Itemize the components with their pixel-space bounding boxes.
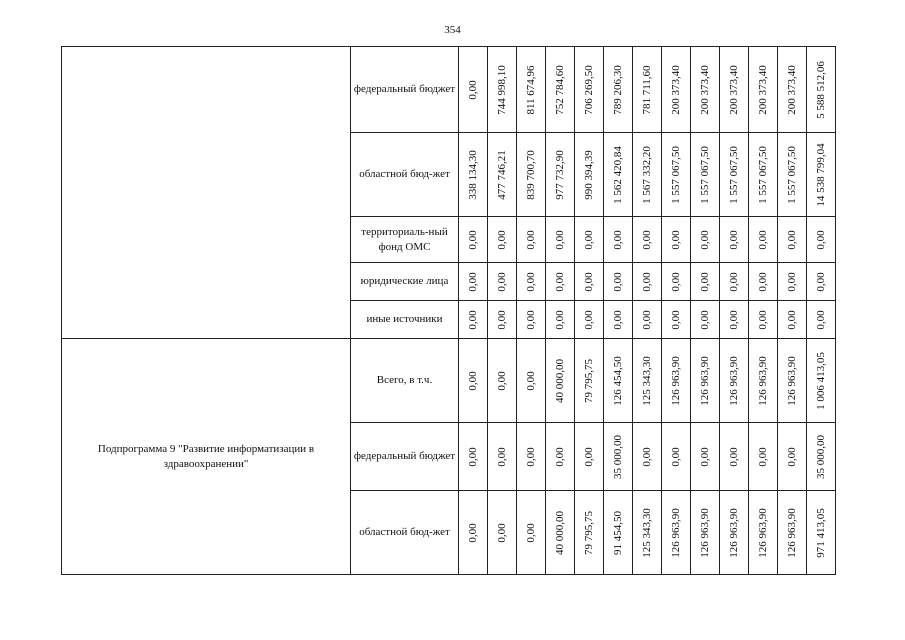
value-cell: [546, 263, 575, 301]
value-text: 781 711,60: [641, 64, 653, 115]
value-text: 0,00: [728, 229, 740, 250]
value-cell: [604, 217, 633, 263]
value-cell: [488, 217, 517, 263]
value-cell: [691, 263, 720, 301]
value-text: 0,00: [467, 446, 479, 467]
value-cell: [807, 47, 836, 133]
value-cell: [604, 301, 633, 339]
value-text: 1 567 332,20: [641, 145, 653, 204]
value-cell: [807, 217, 836, 263]
value-cell: [749, 133, 778, 217]
value-text: 126 963,90: [670, 355, 682, 406]
value-text: 35 000,00: [612, 434, 624, 479]
value-text: 1 557 067,50: [786, 145, 798, 204]
value-text: 0,00: [641, 229, 653, 250]
value-text: 0,00: [815, 229, 827, 250]
value-text: 0,00: [583, 271, 595, 292]
value-text: 126 963,90: [757, 507, 769, 558]
value-cell: [720, 217, 749, 263]
value-text: 79 795,75: [583, 358, 595, 403]
value-text: 126 963,90: [786, 355, 798, 406]
value-text: 752 784,60: [554, 64, 566, 115]
value-text: 0,00: [496, 271, 508, 292]
value-cell: [749, 423, 778, 491]
value-cell: [778, 339, 807, 423]
value-text: 0,00: [641, 446, 653, 467]
value-text: 14 538 799,04: [815, 142, 827, 207]
value-cell: [459, 339, 488, 423]
value-text: 126 963,90: [728, 507, 740, 558]
value-text: 0,00: [612, 271, 624, 292]
value-cell: [488, 339, 517, 423]
value-cell: [459, 47, 488, 133]
value-cell: [691, 423, 720, 491]
value-cell: [778, 217, 807, 263]
funding-source-cell: территориаль-ный фонд ОМС: [351, 217, 459, 263]
value-text: 0,00: [496, 229, 508, 250]
value-cell: [575, 263, 604, 301]
value-cell: [633, 491, 662, 575]
value-text: 0,00: [467, 522, 479, 543]
budget-table: [61, 46, 836, 575]
value-text: 0,00: [815, 271, 827, 292]
value-text: 126 963,90: [670, 507, 682, 558]
program-name-cell: [62, 47, 351, 339]
value-cell: [662, 301, 691, 339]
value-text: 0,00: [554, 229, 566, 250]
value-cell: [517, 263, 546, 301]
value-cell: [778, 301, 807, 339]
value-cell: [517, 491, 546, 575]
value-text: 990 394,39: [583, 149, 595, 200]
value-cell: [517, 133, 546, 217]
value-text: 0,00: [525, 370, 537, 391]
value-text: 0,00: [467, 370, 479, 391]
value-text: 0,00: [670, 309, 682, 330]
value-cell: [604, 133, 633, 217]
value-cell: [546, 217, 575, 263]
value-cell: [778, 263, 807, 301]
value-text: 0,00: [786, 446, 798, 467]
value-text: 0,00: [612, 229, 624, 250]
value-text: 1 557 067,50: [670, 145, 682, 204]
page-number: 354: [444, 24, 461, 36]
value-text: 0,00: [467, 79, 479, 100]
funding-source-cell: федеральный бюджет: [351, 47, 459, 133]
value-cell: [720, 133, 749, 217]
value-text: 40 000,00: [554, 510, 566, 555]
value-cell: [546, 423, 575, 491]
value-cell: [517, 217, 546, 263]
value-cell: [546, 133, 575, 217]
value-text: 0,00: [699, 446, 711, 467]
value-cell: [488, 301, 517, 339]
funding-source-cell: иные источники: [351, 301, 459, 339]
value-text: 200 373,40: [670, 64, 682, 115]
value-cell: [459, 263, 488, 301]
value-cell: [575, 491, 604, 575]
funding-source-cell: Всего, в т.ч.: [351, 339, 459, 423]
value-text: 200 373,40: [786, 64, 798, 115]
value-text: 126 963,90: [786, 507, 798, 558]
value-text: 0,00: [757, 271, 769, 292]
table-row: [62, 47, 836, 133]
value-text: 1 557 067,50: [728, 145, 740, 204]
value-text: 126 963,90: [699, 355, 711, 406]
value-cell: [459, 133, 488, 217]
value-cell: [633, 423, 662, 491]
value-text: 79 795,75: [583, 510, 595, 555]
value-text: 0,00: [728, 309, 740, 330]
value-text: 0,00: [554, 309, 566, 330]
value-text: 477 746,21: [496, 149, 508, 200]
value-text: 0,00: [699, 271, 711, 292]
value-text: 0,00: [554, 446, 566, 467]
value-cell: [749, 217, 778, 263]
value-cell: [720, 47, 749, 133]
value-text: 126 963,90: [728, 355, 740, 406]
value-cell: [575, 339, 604, 423]
value-text: 1 006 413,05: [815, 351, 827, 410]
value-text: 126 963,90: [757, 355, 769, 406]
value-text: 0,00: [699, 229, 711, 250]
value-text: 125 343,30: [641, 355, 653, 406]
value-cell: [459, 217, 488, 263]
value-cell: [575, 423, 604, 491]
value-cell: [807, 423, 836, 491]
value-text: 0,00: [496, 522, 508, 543]
value-text: 35 000,00: [815, 434, 827, 479]
value-cell: [749, 47, 778, 133]
value-cell: [749, 301, 778, 339]
value-cell: [662, 491, 691, 575]
value-cell: [691, 491, 720, 575]
value-text: 0,00: [467, 229, 479, 250]
value-cell: [633, 339, 662, 423]
value-cell: [691, 217, 720, 263]
value-text: 0,00: [757, 446, 769, 467]
value-text: 0,00: [641, 309, 653, 330]
value-text: 1 562 420,84: [612, 145, 624, 204]
value-cell: [575, 133, 604, 217]
value-cell: [662, 133, 691, 217]
value-text: 0,00: [786, 271, 798, 292]
value-cell: [662, 263, 691, 301]
value-text: 977 732,90: [554, 149, 566, 200]
value-text: 126 963,90: [699, 507, 711, 558]
value-cell: [633, 47, 662, 133]
value-text: 0,00: [786, 309, 798, 330]
value-text: 200 373,40: [728, 64, 740, 115]
value-cell: [662, 423, 691, 491]
value-text: 0,00: [699, 309, 711, 330]
value-text: 971 413,05: [815, 507, 827, 558]
value-cell: [459, 491, 488, 575]
value-text: 0,00: [757, 229, 769, 250]
value-cell: [720, 301, 749, 339]
value-cell: [778, 133, 807, 217]
value-text: 811 674,96: [525, 64, 537, 115]
value-text: 200 373,40: [699, 64, 711, 115]
value-cell: [488, 491, 517, 575]
value-text: 0,00: [757, 309, 769, 330]
value-cell: [691, 339, 720, 423]
value-text: 0,00: [612, 309, 624, 330]
value-cell: [749, 491, 778, 575]
value-cell: [633, 301, 662, 339]
value-cell: [546, 301, 575, 339]
value-cell: [517, 47, 546, 133]
value-cell: [546, 47, 575, 133]
value-text: 0,00: [728, 446, 740, 467]
value-text: 338 134,30: [467, 149, 479, 200]
value-text: 126 454,50: [612, 355, 624, 406]
value-cell: [546, 491, 575, 575]
value-text: 706 269,50: [583, 64, 595, 115]
value-text: 0,00: [525, 271, 537, 292]
value-cell: [604, 263, 633, 301]
value-cell: [459, 423, 488, 491]
value-cell: [807, 339, 836, 423]
value-cell: [633, 133, 662, 217]
value-cell: [691, 47, 720, 133]
value-text: 0,00: [525, 522, 537, 543]
value-text: 0,00: [815, 309, 827, 330]
value-cell: [488, 133, 517, 217]
value-text: 0,00: [467, 271, 479, 292]
value-cell: [488, 263, 517, 301]
value-cell: [488, 423, 517, 491]
value-text: 0,00: [670, 446, 682, 467]
value-cell: [575, 301, 604, 339]
value-text: 0,00: [496, 309, 508, 330]
value-text: 0,00: [525, 309, 537, 330]
value-text: 1 557 067,50: [699, 145, 711, 204]
value-cell: [749, 263, 778, 301]
value-cell: [807, 133, 836, 217]
value-text: 40 000,00: [554, 358, 566, 403]
value-cell: [720, 339, 749, 423]
value-cell: [691, 133, 720, 217]
value-text: 0,00: [641, 271, 653, 292]
value-text: 91 454,50: [612, 510, 624, 555]
table-row: [62, 339, 836, 423]
funding-source-cell: областной бюд-жет: [351, 133, 459, 217]
value-text: 744 998,10: [496, 64, 508, 115]
funding-source-cell: областной бюд-жет: [351, 491, 459, 575]
program-name-cell: Подпрограмма 9 "Развитие информатизации в здравоохранении": [62, 339, 351, 575]
value-cell: [517, 301, 546, 339]
value-cell: [691, 301, 720, 339]
value-text: 839 700,70: [525, 149, 537, 200]
value-text: 200 373,40: [757, 64, 769, 115]
value-cell: [778, 423, 807, 491]
value-cell: [517, 423, 546, 491]
value-cell: [604, 423, 633, 491]
value-text: 0,00: [496, 446, 508, 467]
value-text: 0,00: [525, 446, 537, 467]
value-cell: [662, 217, 691, 263]
value-cell: [604, 47, 633, 133]
value-cell: [546, 339, 575, 423]
value-cell: [633, 217, 662, 263]
value-cell: [778, 491, 807, 575]
value-cell: [720, 423, 749, 491]
value-cell: [662, 47, 691, 133]
funding-source-cell: юридические лица: [351, 263, 459, 301]
value-cell: [488, 47, 517, 133]
value-cell: [604, 339, 633, 423]
value-cell: [604, 491, 633, 575]
value-text: 0,00: [670, 271, 682, 292]
budget-table-body: [62, 47, 836, 575]
value-text: 0,00: [786, 229, 798, 250]
value-cell: [575, 217, 604, 263]
value-text: 5 588 512,06: [815, 60, 827, 119]
funding-source-cell: федеральный бюджет: [351, 423, 459, 491]
value-cell: [517, 339, 546, 423]
value-text: 0,00: [554, 271, 566, 292]
value-text: 0,00: [728, 271, 740, 292]
value-text: 125 343,30: [641, 507, 653, 558]
value-text: 1 557 067,50: [757, 145, 769, 204]
value-cell: [807, 301, 836, 339]
value-text: 0,00: [583, 309, 595, 330]
value-cell: [662, 339, 691, 423]
value-text: 0,00: [583, 446, 595, 467]
value-cell: [575, 47, 604, 133]
value-text: 0,00: [583, 229, 595, 250]
value-text: 0,00: [496, 370, 508, 391]
value-text: 789 206,30: [612, 64, 624, 115]
value-cell: [807, 491, 836, 575]
value-text: 0,00: [467, 309, 479, 330]
value-cell: [633, 263, 662, 301]
value-cell: [459, 301, 488, 339]
value-cell: [749, 339, 778, 423]
value-cell: [807, 263, 836, 301]
value-cell: [720, 491, 749, 575]
value-cell: [778, 47, 807, 133]
value-text: 0,00: [525, 229, 537, 250]
value-cell: [720, 263, 749, 301]
value-text: 0,00: [670, 229, 682, 250]
